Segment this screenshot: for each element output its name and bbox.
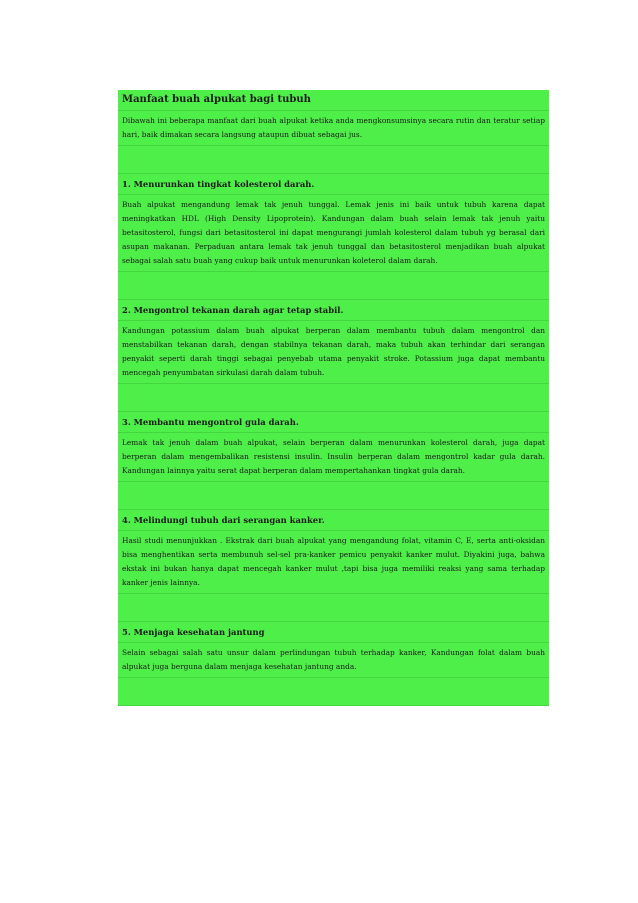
section-heading-5: 5. Menjaga kesehatan jantung xyxy=(118,622,549,643)
section-body-4: Hasil studi menunjukkan . Ekstrak dari buah alpukat yang mengandung folat, vitamin C, E, serta anti-oksidan bisa menghentikan serta membunuh sel-sel pra-kanker pemicu penyakit kanker mulut. Diyakini juga, bahwa ekstak ini bukan hanya dapat mencegah kanker mulut ,tapi bisa juga memiliki reaksi yang sama terhadap kanker jenis lainnya. xyxy=(118,531,549,594)
intro-paragraph: Dibawah ini beberapa manfaat dari buah alpukat ketika anda mengkonsumsinya secara rutin dan teratur setiap hari, baik dimakan secara langsung ataupun dibuat sebagai jus. xyxy=(118,111,549,146)
spacer-row xyxy=(118,272,549,300)
section-heading-2: 2. Mengontrol tekanan darah agar tetap stabil. xyxy=(118,300,549,321)
spacer-row xyxy=(118,384,549,412)
spacer-row xyxy=(118,146,549,174)
section-heading-1: 1. Menurunkan tingkat kolesterol darah. xyxy=(118,174,549,195)
section-heading-4: 4. Melindungi tubuh dari serangan kanker. xyxy=(118,510,549,531)
section-body-2: Kandungan potassium dalam buah alpukat berperan dalam membantu tubuh dalam mengontrol dan menstabilkan tekanan darah, dengan stabilnya tekanan darah, maka tubuh akan terhindar dari serangan penyakit seperti darah tinggi sebagai penyebab utama penyakit stroke. Potassium juga dapat membantu mencegah penyumbatan sirkulasi darah dalam tubuh. xyxy=(118,321,549,384)
document-title: Manfaat buah alpukat bagi tubuh xyxy=(118,90,549,111)
spacer-row xyxy=(118,678,549,706)
content-table xyxy=(118,90,549,706)
spacer-row xyxy=(118,594,549,622)
section-body-1: Buah alpukat mengandung lemak tak jenuh tunggal. Lemak jenis ini baik untuk tubuh karena dapat meningkatkan HDL (High Density Lipoprotein). Kandungan dalam buah selain lemak tak jenuh yaitu betasitosterol, fungsi dari betasitosterol ini dapat mengurangi jumlah kolesterol dalam tubuh yg berasal dari asupan makanan. Perpaduan antara lemak tak jenuh tunggal dan betasitosterol menjadikan buah alpukat sebagai salah satu buah yang cukup baik untuk menurunkan koleterol dalam darah. xyxy=(118,195,549,272)
section-body-5: Selain sebagai salah satu unsur dalam perlindungan tubuh terhadap kanker, Kandungan folat dalam buah alpukat juga berguna dalam menjaga kesehatan jantung anda. xyxy=(118,643,549,678)
spacer-row xyxy=(118,482,549,510)
section-body-3: Lemak tak jenuh dalam buah alpukat, selain berperan dalam menurunkan kolesterol darah, juga dapat berperan dalam mengembalikan resistensi insulin. Insulin berperan dalam mengontrol kadar gula darah. Kandungan lainnya yaitu serat dapat berperan dalam mempertahankan tingkat gula darah. xyxy=(118,433,549,482)
section-heading-3: 3. Membantu mengontrol gula darah. xyxy=(118,412,549,433)
